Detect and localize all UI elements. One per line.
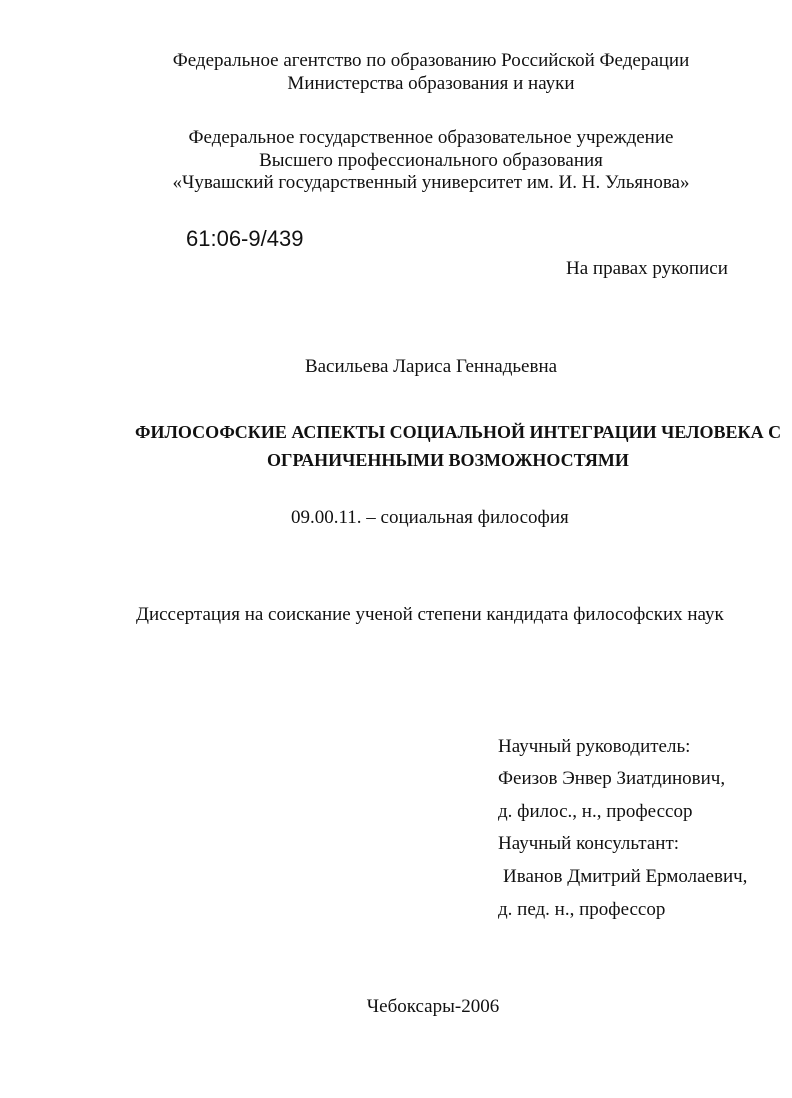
ministry-line: Министерства образования и науки bbox=[287, 73, 575, 94]
advisor-name: Феизов Энвер Зиатдинович, bbox=[498, 768, 726, 789]
consultant-degree: д. пед. н., профессор bbox=[498, 899, 666, 920]
advisor-degree: д. филос., н., профессор bbox=[498, 801, 693, 822]
degree-statement: Диссертация на соискание ученой степени кандидата философских наук bbox=[136, 604, 724, 625]
institution-type-line: Федеральное государственное образовательное учреждение bbox=[188, 127, 674, 148]
consultant-name: Иванов Дмитрий Ермолаевич, bbox=[503, 866, 748, 887]
education-level-line: Высшего профессионального образования bbox=[259, 150, 603, 171]
agency-line: Федеральное агентство по образованию Российской Федерации bbox=[172, 50, 690, 71]
author-name: Васильева Лариса Геннадьевна bbox=[304, 356, 558, 377]
thesis-title-line-2: ОГРАНИЧЕННЫМИ ВОЗМОЖНОСТЯМИ bbox=[267, 450, 629, 470]
consultant-label: Научный консультант: bbox=[498, 833, 680, 854]
specialty-code: 09.00.11. – социальная философия bbox=[291, 507, 569, 528]
advisor-label: Научный руководитель: bbox=[498, 736, 691, 757]
thesis-title-line-1: ФИЛОСОФСКИЕ АСПЕКТЫ СОЦИАЛЬНОЙ ИНТЕГРАЦИИ ЧЕЛОВЕКА С bbox=[135, 422, 782, 442]
rights-note: На правах рукописи bbox=[566, 258, 728, 279]
catalog-code: 61:06-9/439 bbox=[186, 226, 304, 251]
university-line: «Чувашский государственный университет им. И. Н. Ульянова» bbox=[172, 172, 690, 193]
city-year: Чебоксары-2006 bbox=[366, 996, 500, 1017]
